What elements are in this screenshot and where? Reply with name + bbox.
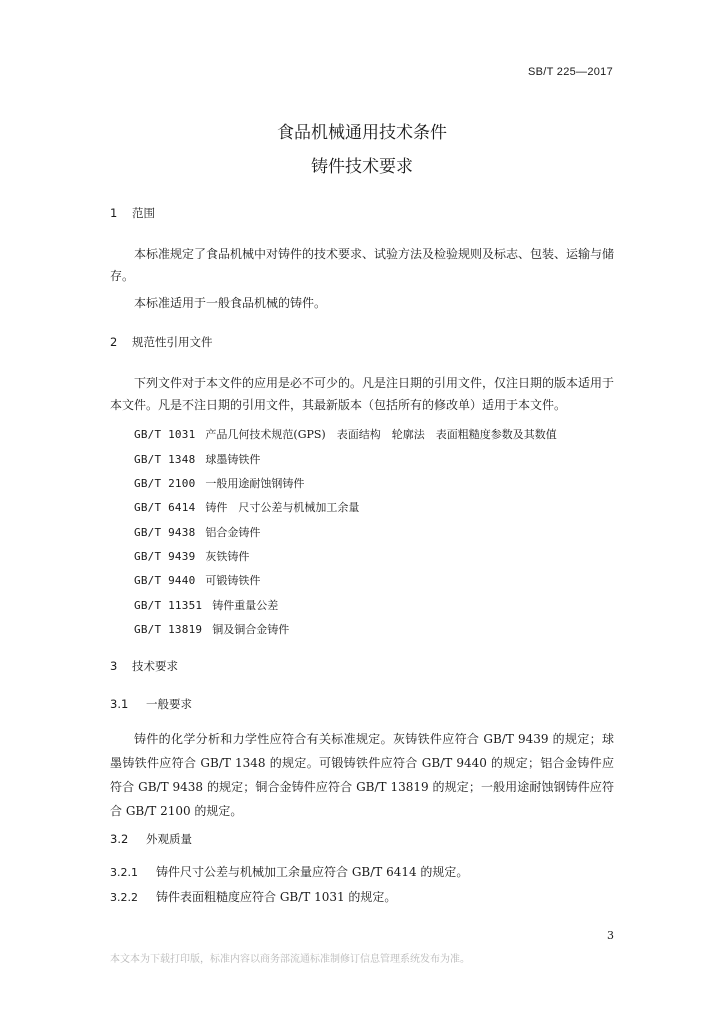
clause-text: 铸件表面粗糙度应符合 GB/T 1031 的规定。 — [156, 890, 397, 904]
reference-name: 铜及铜合金铸件 — [212, 623, 290, 636]
reference-item — [134, 548, 249, 564]
section-title: 一般要求 — [146, 697, 192, 711]
clause-number: 3.2.2 — [110, 891, 138, 904]
reference-code: GB/T 13819 — [134, 623, 203, 636]
reference-item — [134, 475, 304, 491]
reference-code: GB/T 1348 — [134, 453, 196, 466]
section-title: 范围 — [132, 206, 155, 220]
footer-notice: 本文本为下载打印版，标准内容以商务部流通标准制修订信息管理系统发布为准。 — [110, 954, 470, 965]
reference-name: 铝合金铸件 — [205, 526, 261, 539]
reference-name: 球墨铸铁件 — [205, 453, 261, 466]
section-number: 2 — [110, 335, 118, 349]
section-2-paragraph-1: 下列文件对于本文件的应用是必不可少的。凡是注日期的引用文件，仅注日期的版本适用于本文件。凡是不注日期的引用文件，其最新版本（包括所有的修改单）适用于本文件。 — [110, 376, 615, 412]
reference-name: 铸件重量公差 — [212, 599, 279, 612]
reference-item — [134, 499, 359, 515]
section-3-heading — [110, 658, 178, 674]
page-number: 3 — [607, 929, 614, 942]
standard-code: SB/T 225—2017 — [527, 66, 613, 78]
document-title: 食品机械通用技术条件 — [277, 123, 447, 143]
section-1-heading — [110, 205, 155, 221]
section-number: 3 — [110, 659, 118, 673]
section-title: 规范性引用文件 — [132, 335, 213, 349]
document-subtitle: 铸件技术要求 — [311, 157, 413, 177]
reference-name: 可锻铸铁件 — [205, 574, 261, 587]
section-number: 3.2 — [110, 832, 129, 846]
section-2-heading — [110, 334, 213, 350]
section-1-paragraph-1: 本标准规定了食品机械中对铸件的技术要求、试验方法及检验规则及标志、包装、运输与储存。 — [110, 247, 615, 283]
reference-code: GB/T 11351 — [134, 599, 203, 612]
reference-code: GB/T 9440 — [134, 574, 196, 587]
section-3-1-heading — [110, 696, 192, 712]
section-3-2-heading — [110, 831, 192, 847]
reference-code: GB/T 9439 — [134, 550, 196, 563]
reference-item — [134, 524, 260, 540]
reference-item — [134, 426, 557, 442]
clause-3-2-1 — [110, 863, 468, 880]
reference-item — [134, 572, 260, 588]
reference-name: 铸件 尺寸公差与机械加工余量 — [205, 501, 360, 514]
section-title: 外观质量 — [146, 832, 192, 846]
reference-name: 灰铁铸件 — [205, 550, 250, 563]
section-number: 3.1 — [110, 697, 129, 711]
section-title: 技术要求 — [132, 659, 178, 673]
section-number: 1 — [110, 206, 118, 220]
reference-name: 产品几何技术规范(GPS) 表面结构 轮廓法 表面粗糙度参数及其数值 — [205, 428, 557, 441]
reference-code: GB/T 9438 — [134, 526, 196, 539]
reference-item — [134, 451, 260, 467]
reference-code: GB/T 1031 — [134, 428, 196, 441]
clause-text: 铸件尺寸公差与机械加工余量应符合 GB/T 6414 的规定。 — [156, 865, 469, 879]
reference-code: GB/T 2100 — [134, 477, 196, 490]
section-1-paragraph-2: 本标准适用于一般食品机械的铸件。 — [134, 296, 327, 310]
clause-3-2-2 — [110, 888, 396, 905]
section-3-1-paragraph: 铸件的化学分析和力学性应符合有关标准规定。灰铸铁件应符合 GB/T 9439 的规定；球墨铸铁件应符合 GB/T 1348 的规定。可锻铸铁件应符合 GB/T 9440 的规定；铝合金铸件应符合 GB/T 9438 的规定；铜合金铸件应符合 GB/T 13819 的规定；一般用途耐蚀钢铸件应符合 GB/T 2100 的规定。 — [110, 732, 614, 818]
reference-item — [134, 621, 289, 637]
reference-item — [134, 597, 278, 613]
reference-name: 一般用途耐蚀钢铸件 — [205, 477, 305, 490]
clause-number: 3.2.1 — [110, 866, 138, 879]
reference-code: GB/T 6414 — [134, 501, 196, 514]
